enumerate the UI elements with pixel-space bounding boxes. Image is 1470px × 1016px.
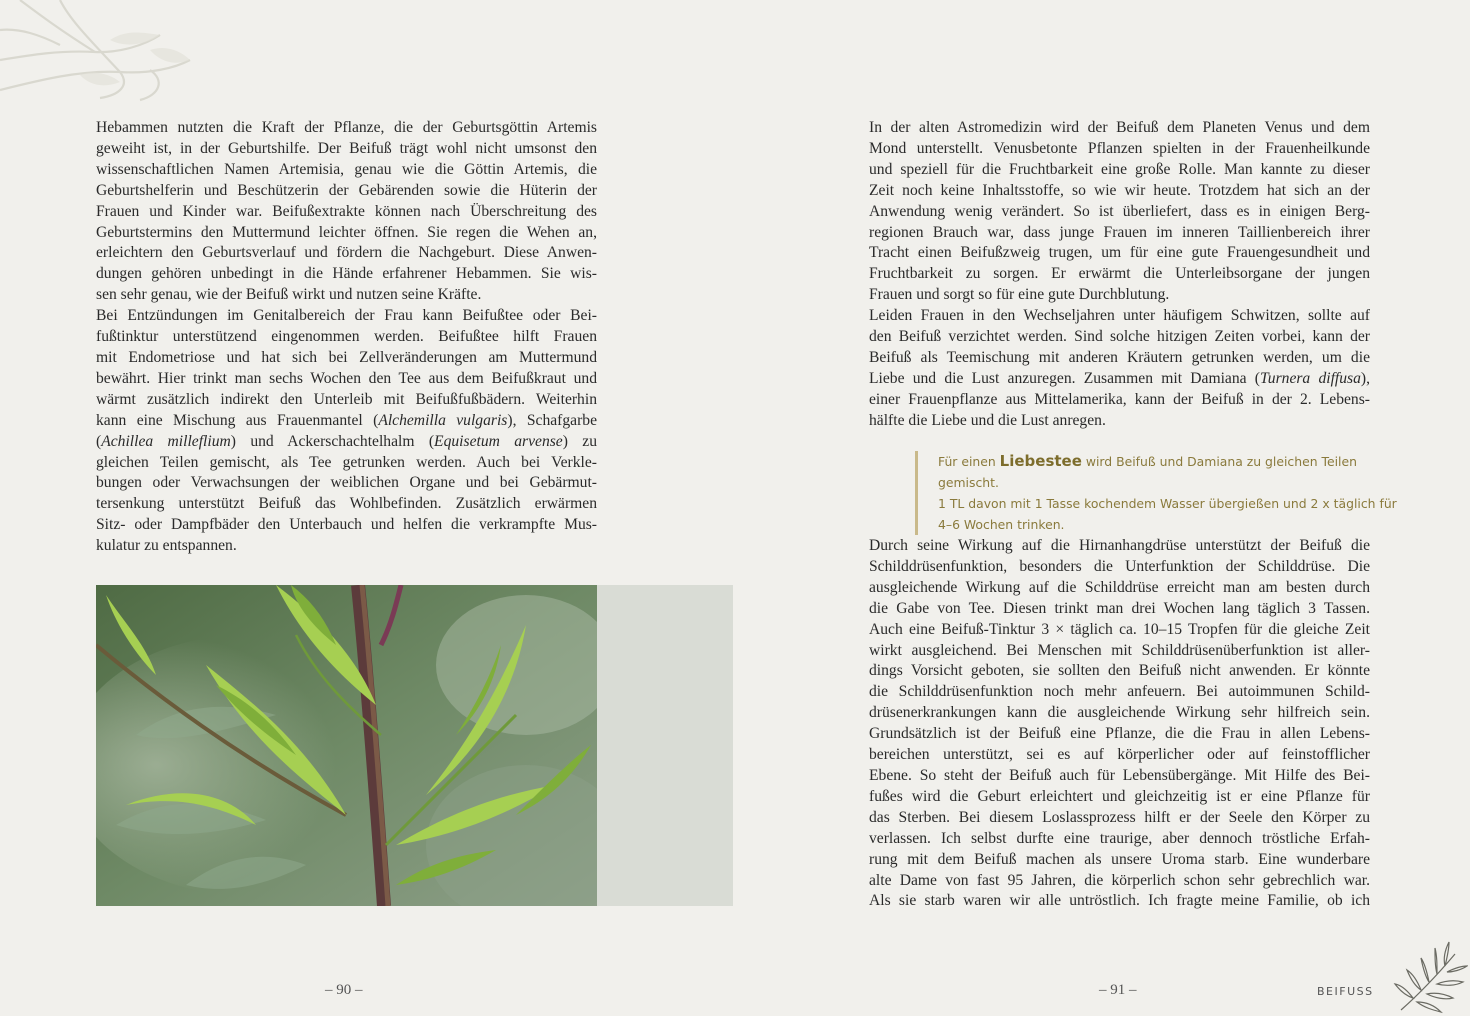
liebestee-tip-box	[915, 451, 1405, 535]
left-body-text	[96, 118, 597, 557]
text-line: Auch eine Beifuß-Tinktur 3 × täglich ca. 10–15 Tropfen für die gleiche Zeit	[869, 620, 1370, 638]
paragraph-hebammen	[96, 118, 597, 306]
text-run: Liebe und die Lust anzuregen. Zusammen mit Damiana (	[869, 369, 1260, 387]
page-number: – 90 –	[325, 982, 363, 998]
text-line: einer Frauenpflanze aus Mittelamerika, kann der Beifuß in der 2. Lebens-	[869, 390, 1370, 408]
text-line: sen sehr genau, wie der Beifuß wirkt und nutzen seine Kräfte.	[96, 286, 482, 304]
text-run: ), Schafgarbe	[507, 411, 597, 429]
text-line: Grundsätzlich ist der Beifuß eine Pflanze, die die Frau in allen Lebens-	[869, 725, 1370, 743]
latin-name: Turnera diffusa	[1259, 369, 1361, 387]
paragraph-astromedizin	[869, 118, 1370, 306]
latin-name: Alchemilla vulgaris	[378, 411, 508, 429]
text-line: Frauen und Kinder war. Beifußextrakte können nach Überschreitung des	[96, 202, 597, 220]
text-line: Zeit noch keine Inhaltsstoffe, so wie wir heute. Trotzdem hat sich an der	[869, 181, 1370, 199]
tip-text: Für einen	[938, 454, 1000, 469]
right-body-text-top	[869, 118, 1370, 432]
text-line: fußtinktur unterstützend eingenommen werden. Beifußtee hilft Frauen	[96, 328, 597, 346]
text-line: gleichen Teilen gemischt, als Tee getrunken werden. Auch bei Verkle-	[96, 453, 597, 471]
text-line: geweiht ist, in der Geburtshilfe. Der Beifuß trägt wohl nicht umsonst den	[96, 139, 597, 157]
text-line: Fruchtbarkeit zu sorgen. Er erwärmt die Unterleibsorgane der jungen	[869, 265, 1370, 283]
text-line: Bei Entzündungen im Genitalbereich der Frau kann Beifußtee oder Bei-	[96, 307, 597, 325]
text-run: kann eine Mischung aus Frauenmantel (	[96, 411, 379, 429]
text-run: ) zu	[562, 432, 598, 450]
text-line: wissenschaftlichen Namen Artemisia, genau wie die Göttin Artemis, die	[96, 160, 597, 178]
text-line: Geburtstermins den Muttermund leichter öffnen. Sie regen die Wehen an,	[96, 223, 597, 241]
text-line: Tracht einen Beifußzweig trugen, um für eine gute Frauengesundheit und	[869, 244, 1370, 262]
text-line: Geburtshelferin und Beschützerin der Gebärenden sowie die Hüterin der	[96, 181, 597, 199]
page-number: – 91 –	[1099, 982, 1137, 998]
text-line: kulatur zu entspannen.	[96, 537, 237, 555]
text-line: wärmt zusätzlich indirekt den Unterleib mit Beifußfußbädern. Weiterhin	[96, 390, 597, 408]
latin-name: Achillea milleflium	[101, 432, 231, 450]
text-run: ),	[1360, 369, 1371, 387]
text-line	[96, 432, 597, 453]
paragraph-wechseljahre	[869, 306, 1370, 431]
text-line: erleichtern den Geburtsverlauf und fördern die Nachgeburt. Diese Anwen-	[96, 244, 597, 262]
tip-line	[938, 451, 1405, 493]
tip-line: 4–6 Wochen trinken.	[938, 517, 1065, 532]
mugwort-plant-image	[96, 585, 597, 906]
text-line: In der alten Astromedizin wird der Beifuß dem Planeten Venus und dem	[869, 119, 1370, 136]
text-line: bungen oder Verwachsungen der weiblichen Organe und bei Gebärmut-	[96, 474, 597, 492]
text-line: das Sterben. Bei diesem Loslassprozess hilft er der Seele den Körper zu	[869, 808, 1370, 826]
latin-name: Equisetum arvense	[434, 432, 563, 450]
text-run: ) und Ackerschachtelhalm (	[230, 432, 435, 450]
text-line: bereichen unterstützt, sei es auf körperlicher oder auf feinstofflicher	[869, 746, 1370, 764]
text-line: tersenkung unterstützt Beifuß das Wohlbefinden. Zusätzlich erwärmen	[96, 495, 597, 513]
text-line: Anwendung wenig verändert. So ist überliefert, dass es in einigen Berg-	[869, 202, 1370, 220]
running-head: BEIFUSS	[1317, 985, 1374, 998]
text-run: (	[96, 432, 102, 450]
text-line: Frauen und sorgt so für eine gute Durchblutung.	[869, 286, 1170, 304]
text-line: Als sie starb waren wir alle untröstlich. Ich fragte meine Familie, ob ich	[869, 892, 1370, 910]
text-line: wirkt ausgleichend. Bei Menschen mit Schilddrüsenüberfunktion ist aller-	[869, 641, 1370, 659]
text-line: dings Vorsicht geboten, sie sollten den Beifuß nicht anwenden. Er könnte	[869, 662, 1370, 680]
text-line: regionen Brauch war, dass junge Frauen im inneren Taillienbereich ihrer	[869, 223, 1370, 241]
text-line: die Schilddrüsenfunktion noch mehr anfeuern. Bei autoimmunen Schild-	[869, 683, 1370, 701]
text-line: bewährt. Hier trinkt man sechs Wochen den Tee aus dem Beifußkraut und	[96, 369, 597, 387]
text-line: verlassen. Ich selbst durfte eine traurige, aber dennoch tröstliche Erfah-	[869, 829, 1370, 847]
text-line: drüsenerkrankungen kann die ausgleichende Wirkung sehr hilfreich sein.	[869, 704, 1370, 722]
text-line: dungen gehören unbedingt in die Hände erfahrener Hebammen. Sie wis-	[96, 265, 597, 283]
paragraph-schilddruese	[869, 536, 1370, 912]
text-line: Sitz- oder Dampfbäder den Unterbauch und helfen die verkrampfte Mus-	[96, 516, 597, 534]
right-page	[735, 0, 1470, 1016]
mugwort-sprig-icon	[1393, 940, 1468, 1016]
tip-text: wird Beifuß und Damiana zu gleichen Teilen gemischt.	[938, 454, 1357, 490]
text-line: fußes wird die Geburt erleichtert und gleichzeitig ist er eine Pflanze für	[869, 787, 1370, 805]
right-body-text-bottom	[869, 536, 1370, 912]
tip-highlight: Liebestee	[999, 452, 1082, 470]
text-line	[96, 411, 597, 432]
text-line: die Gabe von Tee. Diesen trinkt man drei Wochen lang täglich 3 Tassen.	[869, 599, 1370, 617]
paragraph-entzuendungen	[96, 306, 597, 557]
text-line: rung mit dem Beifuß machen als unsere Uroma starb. Eine wunderbare	[869, 850, 1370, 868]
text-line: Leiden Frauen in den Wechseljahren unter häufigem Schwitzen, sollte auf	[869, 307, 1370, 325]
text-line: und speziell für die Fruchtbarkeit eine große Rolle. Man kannte zu dieser	[869, 160, 1370, 178]
mugwort-photo	[96, 585, 733, 906]
text-line: Ebene. So steht der Beifuß auch für Lebensübergänge. Mit Hilfe des Bei-	[869, 766, 1370, 784]
text-line: ausgleichende Wirkung auf die Schilddrüse erreicht man am besten durch	[869, 578, 1370, 596]
text-line	[869, 369, 1370, 390]
text-line: Hebammen nutzten die Kraft der Pflanze, die der Geburtsgöttin Artemis	[96, 119, 597, 136]
text-line: hälfte die Liebe und die Lust anregen.	[869, 411, 1106, 429]
text-line: Durch seine Wirkung auf die Hirnanhangdrüse unterstützt der Beifuß die	[869, 537, 1370, 554]
text-line: den Beifuß verzichtet werden. Sind solche hitzigen Zeiten vorbei, kann der	[869, 328, 1370, 346]
text-line: Beifuß als Teemischung mit anderen Kräutern getrunken werden, um die	[869, 348, 1370, 366]
tip-line: 1 TL davon mit 1 Tasse kochendem Wasser übergießen und 2 x täglich für	[938, 496, 1397, 511]
text-line: mit Endometriose und hat sich bei Zellveränderungen am Muttermund	[96, 348, 597, 366]
mugwort-leaf-ornament	[0, 0, 200, 105]
text-line: Mond unterstellt. Venusbetonte Pflanzen spielten in der Frauenheilkunde	[869, 139, 1370, 157]
photo-background-panel	[597, 585, 733, 906]
text-line: Schilddrüsenfunktion, besonders die Unterfunktion der Schilddrüse. Die	[869, 557, 1370, 575]
text-line: alte Dame von fast 95 Jahren, die körperlich schon sehr gebrechlich war.	[869, 871, 1370, 889]
